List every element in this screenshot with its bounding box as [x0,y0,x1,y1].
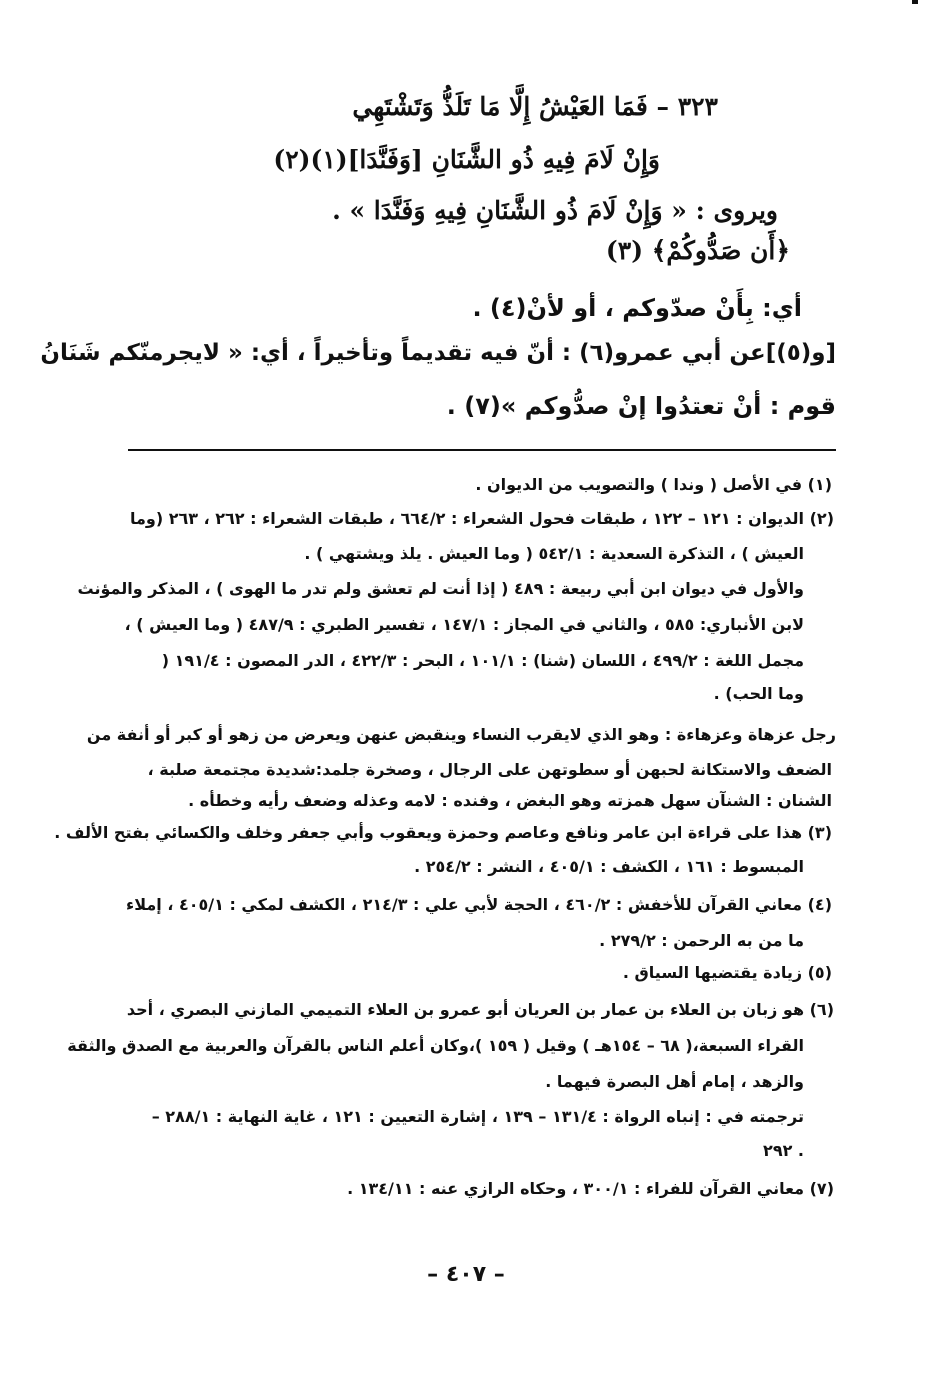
verse-second-hemistich: وَإِنْ لَامَ فِيهِ ذُو الشَّنَانِ [وَفَنَّدَا](١)(٢) [273,145,660,174]
footnote-line: (٣) هذا على قراءة ابن عامر ونافع وعاصم وحمزة ويعقوب وأبي جعفر وخلف والكسائي بفتح الألف . [54,823,832,842]
footnote-line: العيش ) ، التذكرة السعدية : ٥٤٢/١ ( وما العيش . يلذ ويشتهي ) . [304,544,804,563]
footnote-line: رجل عزهاة وعزهاءة : وهو الذي لايقرب النساء وينقبض عنهن ويعرض من زهو أو كبر أو أنفة من [86,725,836,744]
footnote-line: ٢٩٢ . [763,1141,804,1160]
footnote-line: (٥) زيادة يقتضيها السياق . [622,963,832,982]
footnote-line: (٦) هو زبان بن العلاء بن عمار بن العريان أبو عمرو بن العلاء التميمي المازني البصري ، أحد [126,1000,834,1019]
footnote-line: (٧) معاني القرآن للفراء : ٣٠٠/١ ، وحكاه الرازي عنه : ١٣٤/١١ . [347,1179,834,1198]
verse-first-hemistich: ٣٢٣ – فَمَا العَيْشُ إِلَّا مَا تَلَذُّ وَتَشْتَهِي [352,92,718,121]
footnote-line: المبسوط : ١٦١ ، الكشف : ٤٠٥/١ ، النشر : ٢٥٤/٢ . [414,857,804,876]
quran-phrase: ﴿أَن صَدُّوكُمْ﴾ (٣) [605,236,790,265]
footnote-separator [128,449,836,451]
footnote-line: (٢) الديوان : ١٢١ – ١٢٢ ، طبقات فحول الشعراء : ٦٦٤/٢ ، طبقات الشعراء : ٢٦٢ ، ٢٦٣ (وما [129,509,834,528]
explanation-line-1: أي: بِأَنْ صدّوكم ، أو لأنْ(٤) . [472,294,802,322]
explanation-line-2: [و(٥)]عن أبي عمرو(٦) : أنّ فيه تقديماً وتأخيراً ، أي: « لايجرمنّكم شَنَانُ [40,340,836,366]
footnote-line: لابن الأنباري: ٥٨٥ ، والثاني في المجاز : ١٤٧/١ ، تفسير الطبري : ٤٨٧/٩ ( وما العيش ) ، [124,615,804,634]
verse-variant-reading: ويروى : « وَإِنْ لَامَ ذُو الشَّنَانِ فِيهِ وَفَنَّدَا » . [332,196,778,225]
footnote-line: القراء السبعة،( ٦٨ – ١٥٤هـ ) وقيل ( ١٥٩ )،وكان أعلم الناس بالقرآن والعربية مع الصدق والثقة [67,1036,804,1055]
footnote-line: (٤) معاني القرآن للأخفش : ٤٦٠/٢ ، الحجة لأبي علي : ٢١٤/٣ ، الكشف لمكي : ٤٠٥/١ ، إملاء [126,895,832,914]
page-number: – ٤٠٧ – [427,1262,505,1287]
footnote-line: وما الحب) . [713,684,804,703]
footnote-line: والأول في ديوان ابن أبي ربيعة : ٤٨٩ ( إذا أنت لم تعشق ولم تدر ما الهوى ) ، المذكر والمؤنث [77,579,804,598]
footnote-line: الشنان : الشنآن سهل همزته وهو البغض ، وفنده : لامه وعذله وضعف رأيه وخطأه . [188,791,832,810]
footnote-line: ما من به الرحمن : ٢٧٩/٢ . [599,931,804,950]
footnote-line: مجمل اللغة : ٤٩٩/٢ ، اللسان (شنا) : ١٠١/١ ، البحر : ٤٢٢/٣ ، الدر المصون : ١٩١/٤ ( [161,651,804,670]
footnote-line: ترجمته في : إنباه الرواة : ١٣١/٤ – ١٣٩ ، إشارة التعيين : ١٢١ ، غاية النهاية : ٢٨٨/١ – [151,1107,804,1126]
scan-mark [912,0,918,4]
footnote-line: الضعف والاستكانة لحبهن أو سطوتهن على الرجال ، وصخرة جلمد:شديدة مجتمعة صلبة ، [147,760,832,779]
footnote-line: والزهد ، إمام أهل البصرة فيهما . [545,1072,804,1091]
footnote-line: (١) في الأصل ( وندا ) والتصويب من الديوان . [475,475,832,494]
explanation-line-3: قوم : أنْ تعتدُوا إنْ صدُّوكم »(٧) . [446,392,836,420]
